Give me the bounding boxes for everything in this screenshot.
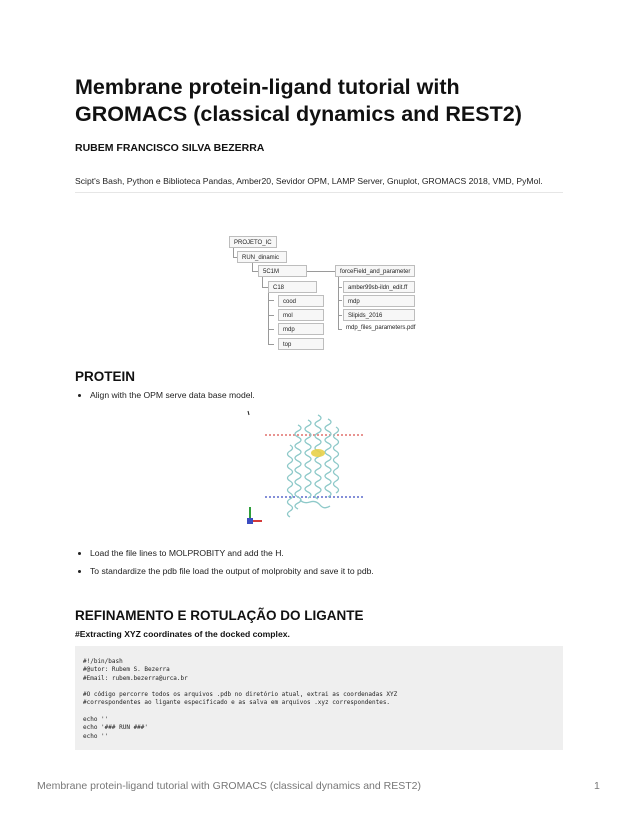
page-number: 1 [594, 780, 600, 792]
code-line: echo '### RUN ###' [83, 724, 149, 732]
tree-folder-ligand: C18 [268, 281, 317, 293]
code-line: #correspondentes ao ligante especificado e as salva em arquivos .xyz correspondentes. [83, 699, 391, 707]
code-line: echo '' [83, 716, 109, 724]
protein-heading: PROTEIN [75, 369, 136, 384]
protein-membrane-figure [240, 405, 370, 533]
axis-z [247, 518, 253, 524]
tools-list: Scipt's Bash, Python e Biblioteca Pandas, Amber20, Sevidor OPM, LAMP Server, Gnuplot, GROMACS 2018, VMD, PyMol. [75, 176, 543, 186]
protein-bullet-list-2 [75, 548, 374, 576]
code-line: #Email: rubem.bezerra@urca.br [83, 674, 188, 682]
list-item: • Load the file lines to MOLPROBITY and add the H. [90, 548, 374, 558]
ligand-heading: REFINAMENTO E ROTULAÇÃO DO LIGANTE [75, 608, 364, 623]
page-title: Membrane protein-ligand tutorial with GROMACS (classical dynamics and REST2) [75, 75, 522, 126]
code-line [83, 708, 563, 716]
list-item: • To standardize the pdb file load the output of molprobity and save it to pdb. [90, 566, 374, 576]
ligand-subheading: #Extracting XYZ coordinates of the docked complex. [75, 629, 290, 639]
tree-folder-run: RUN_dinamic [237, 251, 287, 263]
code-line: echo '' [83, 732, 109, 740]
tree-subfolder: mdp [278, 323, 324, 335]
tree-folder-forcefield: forceField_and_parameter [335, 265, 415, 277]
list-item: • Align with the OPM serve data base model. [90, 390, 255, 400]
tree-forcefield-file: mdp_files_parameters.pdf [346, 325, 416, 331]
code-line: #O código percorre todos os arquivos .pdb no diretório atual, extrai as coordenadas XYZ [83, 691, 398, 699]
tree-forcefield-item: mdp [343, 295, 415, 307]
code-line: #@utor: Rubem S. Bezerra [83, 666, 170, 674]
author-name: RUBEM FRANCISCO SILVA BEZERRA [75, 142, 265, 154]
tree-subfolder: mol [278, 309, 324, 321]
divider [75, 192, 563, 193]
tree-subfolder: cood [278, 295, 324, 307]
tree-folder-root: PROJETO_IC [229, 236, 277, 248]
tree-subfolder: top [278, 338, 324, 350]
footer-title: Membrane protein-ligand tutorial with GROMACS (classical dynamics and REST2) [37, 780, 421, 792]
tree-forcefield-item: Slipids_2016 [343, 309, 415, 321]
tree-folder-system: 5C1M [258, 265, 307, 277]
ligand [311, 449, 325, 457]
code-block [75, 646, 563, 750]
protein-bullet-list [75, 390, 255, 400]
code-line [83, 683, 563, 691]
tree-forcefield-item: amber99sb-ildn_edit.ff [343, 281, 415, 293]
protein-helices [288, 415, 339, 517]
code-line: #!/bin/bash [83, 658, 123, 665]
